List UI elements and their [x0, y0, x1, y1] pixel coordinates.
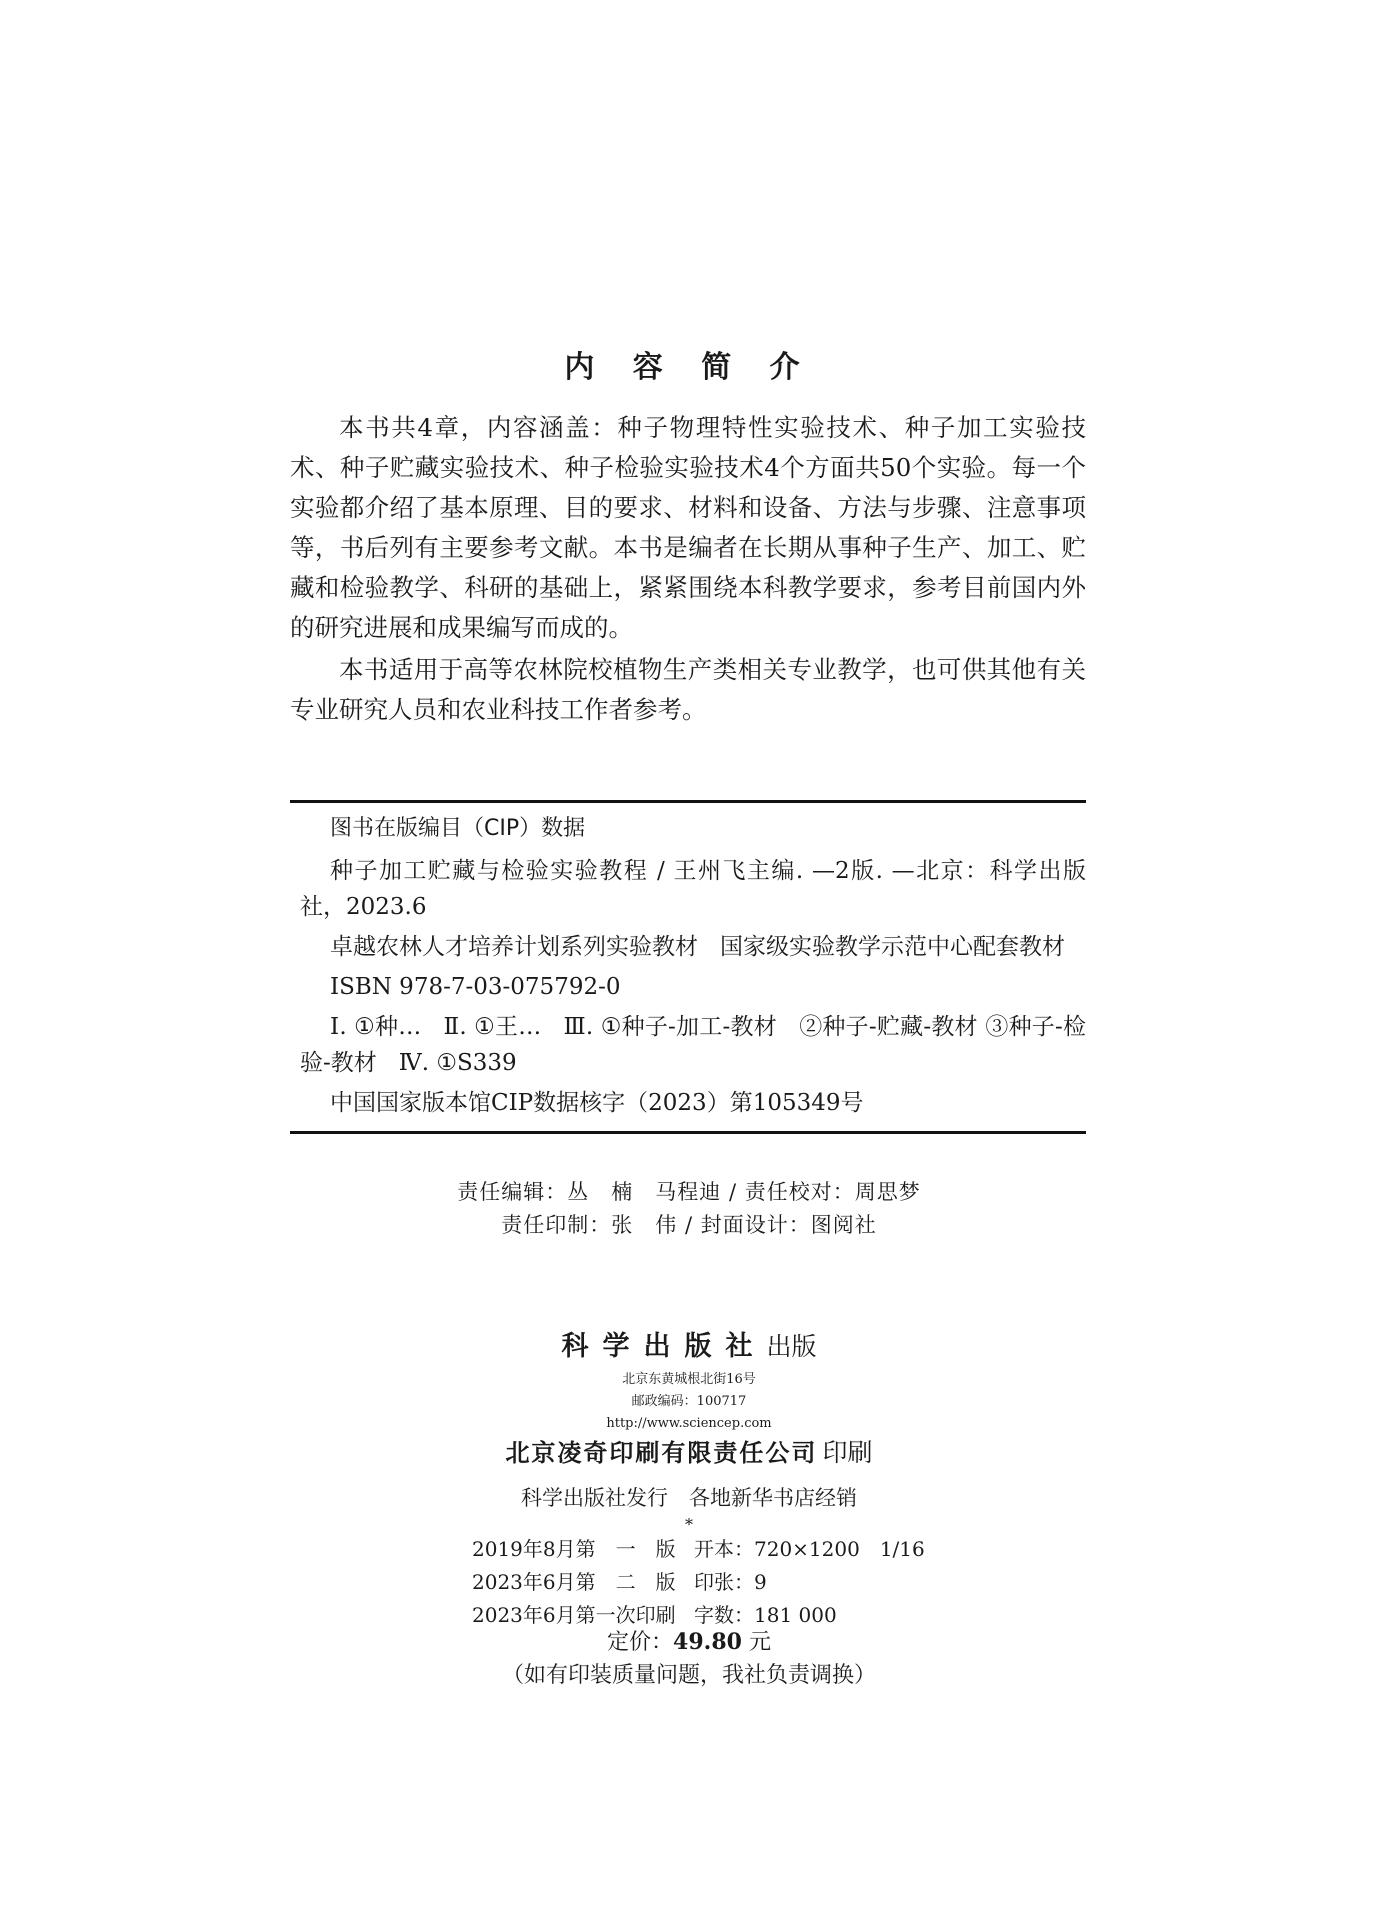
summary-body — [290, 408, 1086, 732]
summary-paragraph-2: 本书适用于高等农林院校植物生产类相关专业教学，也可供其他有关专业研究人员和农业科技工作者参考。 — [290, 655, 1086, 724]
summary-title: 内 容 简 介 — [564, 350, 814, 385]
cip-heading: 图书在版编目（CIP）数据 — [330, 816, 586, 841]
printer-suffix: 印刷 — [822, 1438, 873, 1467]
cip-title-entry: 种子加工贮藏与检验实验教程 / 王州飞主编. —2版. —北京：科学出版社，2023.6 — [300, 858, 1086, 920]
replacement-note: （如有印装质量问题，我社负责调换） — [501, 1663, 876, 1688]
publisher-postcode: 邮政编码：100717 — [631, 1394, 747, 1409]
publisher-suffix: 出版 — [766, 1332, 817, 1361]
distribution-line: 科学出版社发行 各地新华书店经销 — [521, 1486, 857, 1510]
printing-info: 2023年6月第一次印刷 — [472, 1603, 676, 1627]
summary-paragraph-1: 本书共4章，内容涵盖：种子物理特性实验技术、种子加工实验技术、种子贮藏实验技术、种子检验实验技术4个方面共50个实验。每一个实验都介绍了基本原理、目的要求、材料和设备、方法与步骤、注意事项等，书后列有主要参考文献。本书是编者在长期从事种子生产、加工、贮藏和检验教学、科研的基础上，紧紧围绕本科教学要求，参考目前国内外的研究进展和成果编写而成的。 — [290, 413, 1086, 642]
cip-series-a: 卓越农林人才培养计划系列实验教材 — [330, 934, 698, 960]
cip-record-number: 中国国家版本馆CIP数据核字（2023）第105349号 — [330, 1090, 864, 1116]
word-count: 字数：181 000 — [694, 1603, 837, 1627]
publisher-url: http://www.sciencep.com — [606, 1416, 772, 1431]
print-specs — [472, 1533, 925, 1632]
publisher-address: 北京东黄城根北街16号 — [622, 1372, 756, 1387]
cip-series-b: 国家级实验教学示范中心配套教材 — [720, 934, 1065, 960]
specs-row-2 — [472, 1566, 925, 1599]
cip-class-6: Ⅳ. ①S339 — [398, 1050, 517, 1076]
format-size: 开本：720×1200 1/16 — [694, 1537, 925, 1561]
cip-class-1: Ⅰ. ①种… — [330, 1014, 422, 1040]
specs-row-1 — [472, 1533, 925, 1566]
price-line — [0, 1626, 1378, 1659]
credits-line-1: 责任编辑：丛 楠 马程迪 / 责任校对：周思梦 — [457, 1180, 921, 1204]
cip-series-entry — [290, 929, 1086, 965]
print-sheets: 印张：9 — [694, 1570, 767, 1594]
cip-class-2: Ⅱ. ①王… — [443, 1014, 542, 1040]
cip-data-block — [290, 800, 1086, 1134]
editorial-credits — [0, 1176, 1378, 1242]
separator-star: * — [685, 1515, 693, 1534]
price-value: 49.80 — [673, 1629, 742, 1655]
credits-line-2: 责任印制：张 伟 / 封面设计：图阅社 — [501, 1213, 877, 1237]
edition-first: 2019年8月第 一 版 — [472, 1537, 676, 1561]
edition-second: 2023年6月第 二 版 — [472, 1570, 676, 1594]
publisher-name: 科学出版社 — [561, 1331, 767, 1362]
cip-classification — [290, 1009, 1086, 1081]
price-unit: 元 — [748, 1630, 771, 1655]
printer-name: 北京凌奇印刷有限责任公司 — [505, 1438, 818, 1467]
cip-isbn: ISBN 978-7-03-075792-0 — [330, 974, 621, 1000]
publisher-block — [0, 1328, 1378, 1534]
price-label: 定价： — [607, 1630, 674, 1655]
cip-class-4: ②种子-贮藏-教材 — [798, 1014, 978, 1040]
cip-class-3: Ⅲ. ①种子-加工-教材 — [563, 1014, 777, 1040]
cip-class-5: ③种子-检验-教材 — [300, 1014, 1087, 1076]
